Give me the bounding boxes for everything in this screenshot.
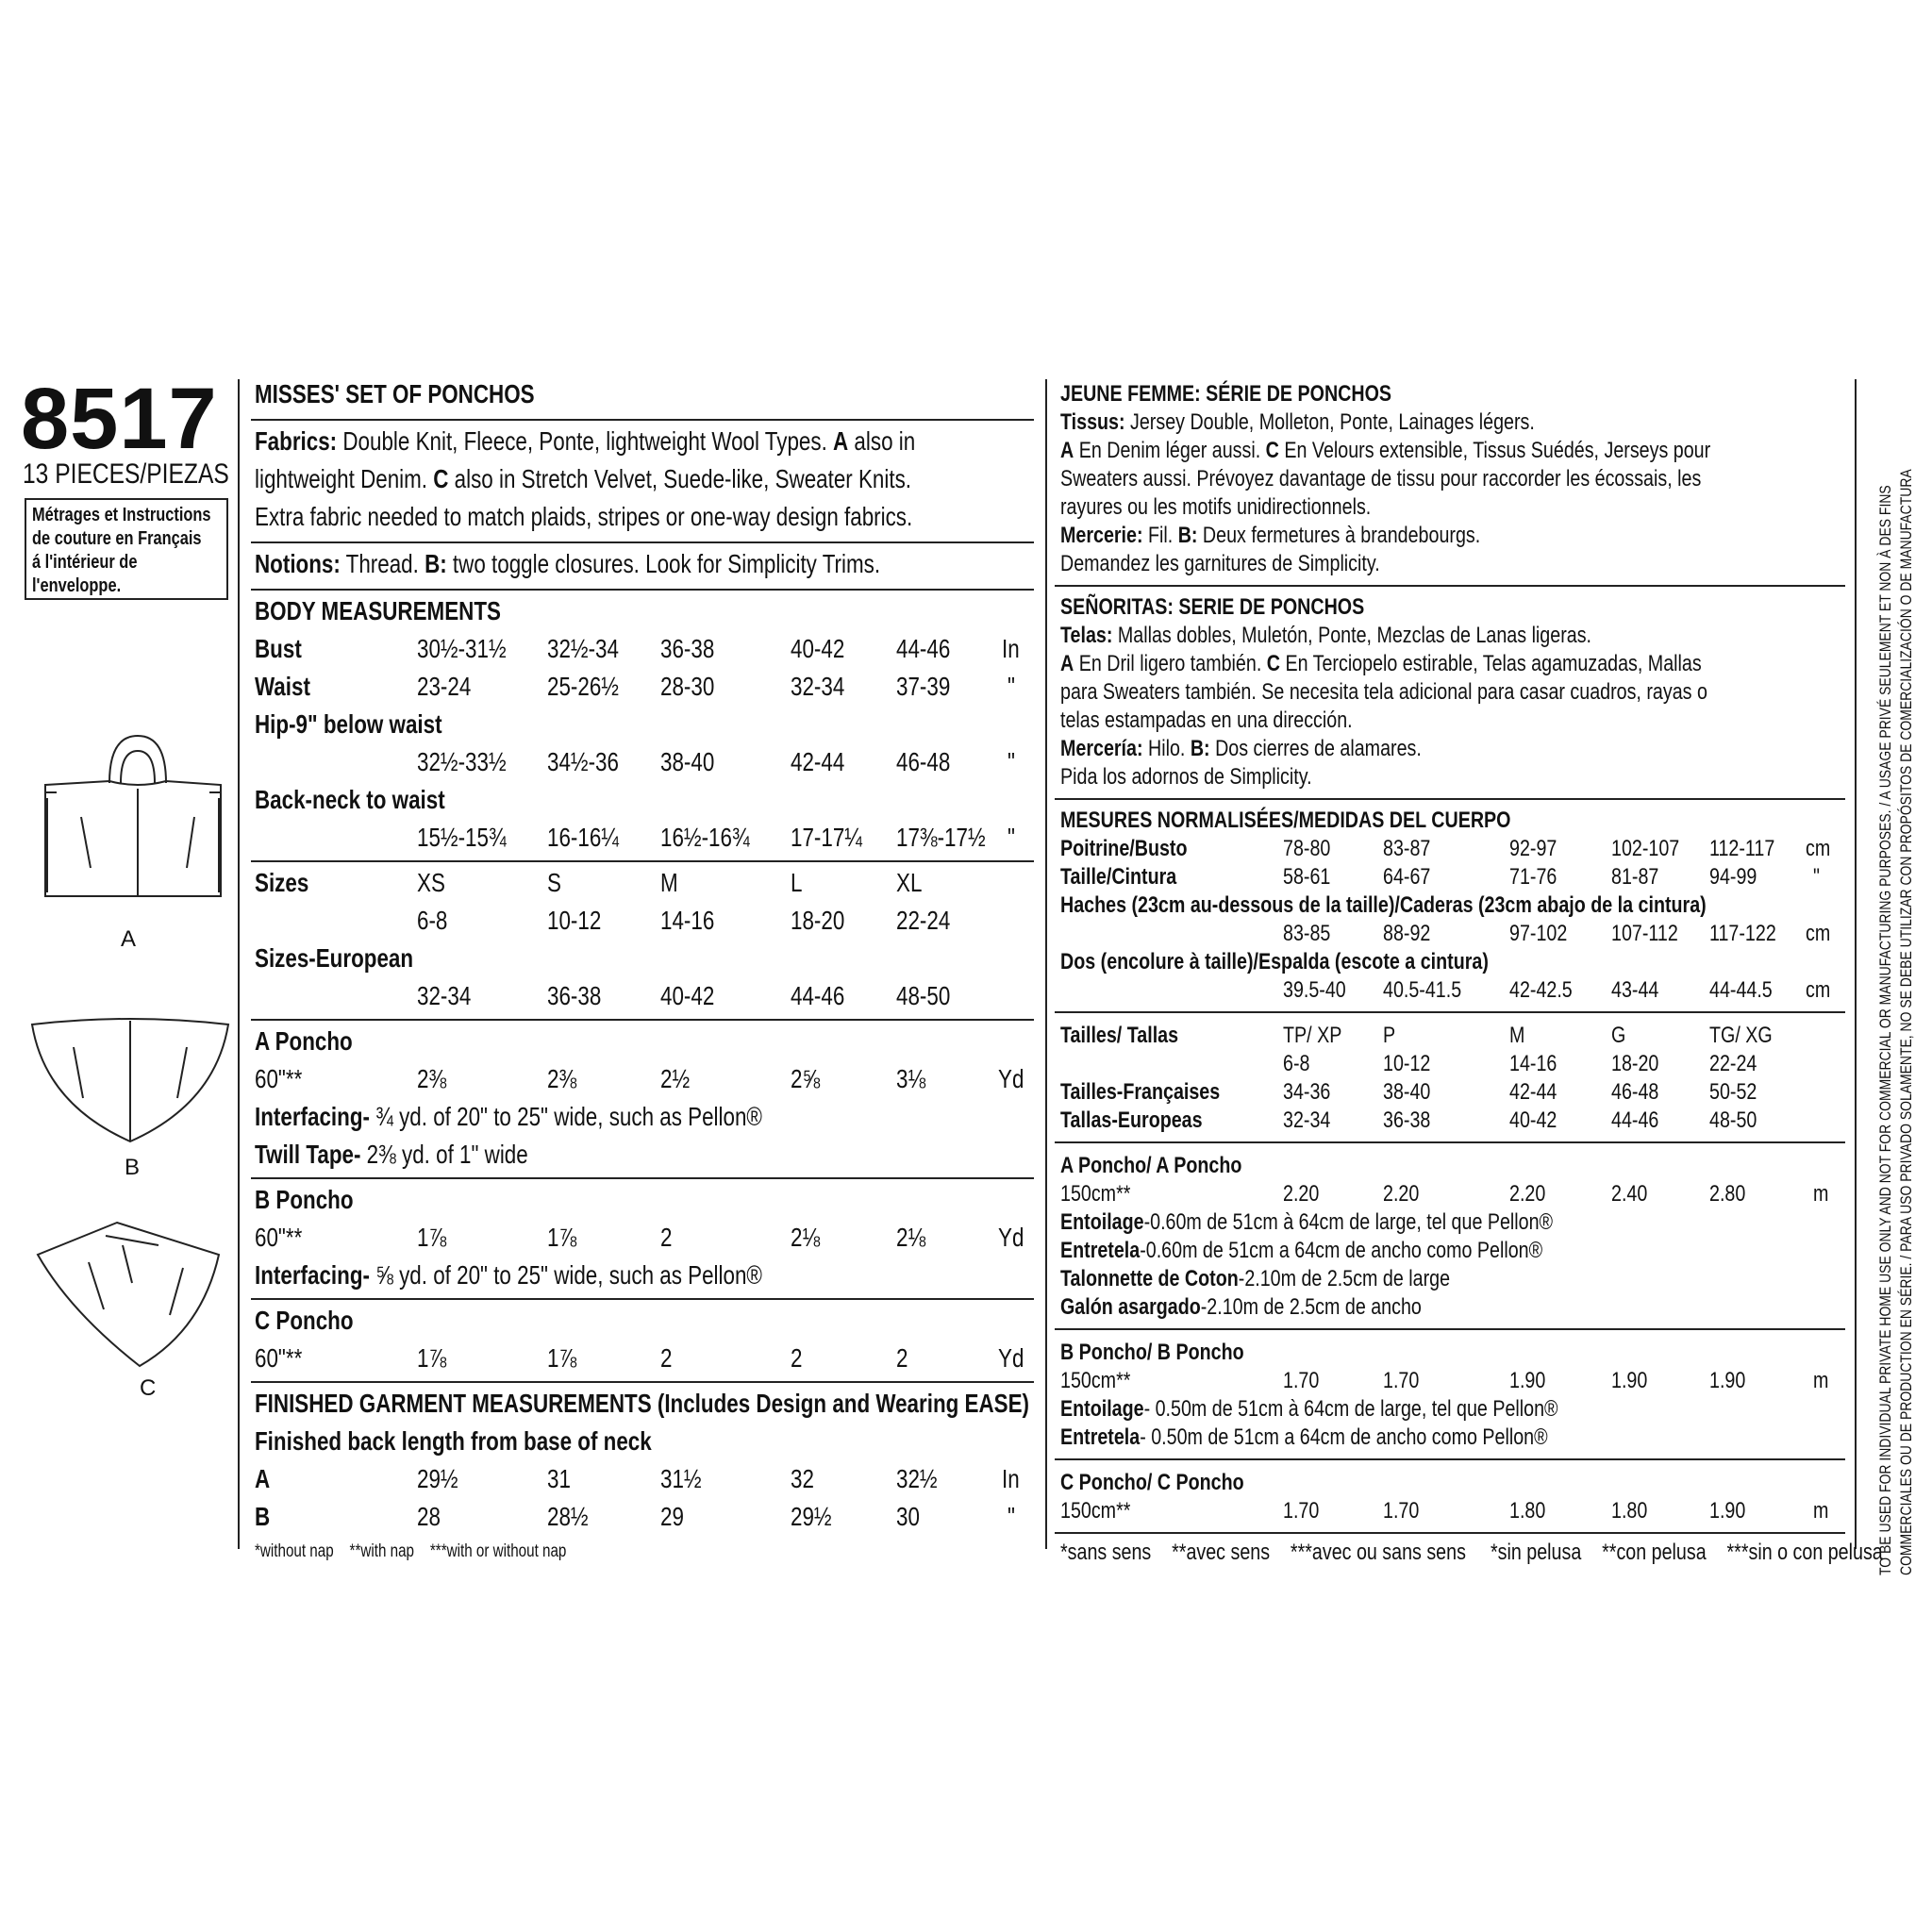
unit: m bbox=[1813, 1181, 1829, 1207]
fabrics-text: also in Stretch Velvet, Suede-like, Sweater Knits. bbox=[448, 464, 911, 493]
usage-notice-line: COMMERCIALES OU DE PRODUCTION EN SÉRIE. / PARA USO PRIVADO SOLAMENTE, NO SE DEBE UTILIZAR CON PROPÓSITOS DE COMERCIALIZACIÓN O DE MANUFACTURA bbox=[1897, 469, 1915, 1575]
cell: 81-87 bbox=[1611, 864, 1659, 890]
fabric-width: 60"** bbox=[255, 1223, 303, 1252]
view-ref: C bbox=[433, 464, 449, 493]
fabric-width: 150cm** bbox=[1060, 1368, 1131, 1393]
view-ref: B: bbox=[1177, 523, 1198, 548]
section-rule bbox=[1055, 1532, 1845, 1534]
cell: 40-42 bbox=[791, 634, 845, 663]
cell: 112-117 bbox=[1709, 836, 1775, 861]
column-divider bbox=[238, 379, 240, 1549]
hips-label: Haches (23cm au-dessous de la taille)/Caderas (23cm abajo de la cintura) bbox=[1060, 892, 1707, 918]
pieces-count: 13 PIECES/PIEZAS bbox=[23, 458, 229, 490]
cell: 83-87 bbox=[1383, 836, 1431, 861]
french-text: En Denim léger aussi. bbox=[1074, 438, 1266, 463]
cell: 102-107 bbox=[1611, 836, 1680, 861]
section-rule bbox=[251, 1381, 1034, 1383]
cell: 43-44 bbox=[1611, 977, 1659, 1003]
cell: 39.5-40 bbox=[1283, 977, 1346, 1003]
spanish-text: En Terciopelo estirable, Telas agamuzadas, Mallas bbox=[1279, 651, 1702, 676]
notion-line bbox=[1060, 1396, 1558, 1423]
fabrics-text: lightweight Denim. bbox=[255, 464, 434, 493]
c-poncho-label: C Poncho bbox=[255, 1306, 354, 1335]
fabrics-line-1 bbox=[255, 426, 915, 457]
notions-line bbox=[255, 549, 880, 579]
cell: 32½-33½ bbox=[417, 747, 507, 776]
yardage: 2⅜ bbox=[417, 1064, 447, 1093]
cell: 44-44.5 bbox=[1709, 977, 1773, 1003]
unit: Yd bbox=[998, 1223, 1024, 1252]
b-poncho-label: B Poncho bbox=[255, 1185, 354, 1214]
footnote-english: *without nap **with nap ***with or without nap bbox=[255, 1541, 567, 1561]
notion-label: Entoilage bbox=[1060, 1396, 1144, 1422]
view-ref: C bbox=[1266, 651, 1280, 676]
notion-line bbox=[1060, 1238, 1542, 1264]
notions-label: Notions: bbox=[255, 549, 341, 578]
cell: 34½-36 bbox=[547, 747, 619, 776]
yardage: 2 bbox=[660, 1223, 673, 1252]
notion-label: Entretela bbox=[1060, 1238, 1141, 1263]
section-rule bbox=[251, 1019, 1034, 1021]
notions-text: two toggle closures. Look for Simplicity Trims. bbox=[446, 549, 881, 578]
spanish-merceria-line bbox=[1060, 736, 1422, 762]
yardage: 2 bbox=[896, 1343, 908, 1373]
size-letter: M bbox=[660, 868, 678, 897]
french-line: rayures ou les motifs unidirectionnels. bbox=[1060, 494, 1372, 520]
meterage: 2.20 bbox=[1383, 1181, 1420, 1207]
cell: 36-38 bbox=[660, 634, 715, 663]
cell: 58-61 bbox=[1283, 864, 1331, 890]
view-ref: B: bbox=[1190, 736, 1210, 761]
interfacing-text: ⅝ yd. of 20" to 25" wide, such as Pellon® bbox=[369, 1260, 762, 1290]
unit: cm bbox=[1806, 921, 1831, 946]
mercerie-text: Deux fermetures à brandebourgs. bbox=[1197, 523, 1481, 548]
metric-c-poncho-label: C Poncho/ C Poncho bbox=[1060, 1470, 1244, 1495]
telas-label: Telas: bbox=[1060, 623, 1113, 648]
cell: 88-92 bbox=[1383, 921, 1431, 946]
notion-text: -2.10m de 2.5cm de large bbox=[1238, 1266, 1451, 1291]
size-fr: 42-44 bbox=[1509, 1079, 1557, 1105]
size-number: 6-8 bbox=[1283, 1051, 1310, 1076]
cell: 29½ bbox=[791, 1502, 832, 1531]
view-ref: A bbox=[1060, 651, 1074, 676]
yardage: 2⅛ bbox=[791, 1223, 821, 1252]
meterage: 1.90 bbox=[1709, 1498, 1746, 1524]
size-fr: 38-40 bbox=[1383, 1079, 1431, 1105]
cell: 117-122 bbox=[1709, 921, 1776, 946]
row-label: Taille/Cintura bbox=[1060, 864, 1177, 890]
meterage: 2.40 bbox=[1611, 1181, 1648, 1207]
french-line bbox=[1060, 438, 1710, 464]
meterage: 1.90 bbox=[1709, 1368, 1746, 1393]
fabrics-label: Fabrics: bbox=[255, 426, 338, 456]
size-number: 18-20 bbox=[791, 906, 845, 935]
size-euro: 36-38 bbox=[547, 981, 602, 1010]
english-title: MISSES' SET OF PONCHOS bbox=[255, 379, 535, 408]
row-label: A bbox=[255, 1464, 271, 1493]
unit: In bbox=[1002, 634, 1020, 663]
cell: 32-34 bbox=[791, 672, 845, 701]
size-number: 14-16 bbox=[1509, 1051, 1557, 1076]
cell: 37-39 bbox=[896, 672, 951, 701]
notion-label: Entoilage bbox=[1060, 1209, 1144, 1235]
cell: 107-112 bbox=[1611, 921, 1678, 946]
row-label: Waist bbox=[255, 672, 310, 701]
size-euro: 40-42 bbox=[660, 981, 715, 1010]
interfacing-label: Interfacing- bbox=[255, 1260, 370, 1290]
metric-a-poncho-label: A Poncho/ A Poncho bbox=[1060, 1153, 1242, 1178]
french-line: Sweaters aussi. Prévoyez davantage de tissu pour raccorder les écossais, les bbox=[1060, 466, 1702, 491]
pattern-number: 8517 bbox=[21, 371, 218, 467]
footnote-french: *sans sens **avec sens ***avec ou sans sens bbox=[1060, 1540, 1466, 1565]
meterage: 1.90 bbox=[1611, 1368, 1648, 1393]
notion-label: Galón asargado bbox=[1060, 1294, 1201, 1320]
fabric-width: 60"** bbox=[255, 1064, 303, 1093]
yardage: 2⅜ bbox=[547, 1064, 577, 1093]
french-note-line: de couture en Français bbox=[32, 528, 202, 549]
spanish-line: Pida los adornos de Simplicity. bbox=[1060, 764, 1312, 790]
view-ref: C bbox=[1265, 438, 1279, 463]
usage-notice-line: TO BE USED FOR INDIVIDUAL PRIVATE HOME USE ONLY AND NOT FOR COMMERCIAL OR MANUFACTURING PURPOSES. / A USAGE PRIVÉ SEULEMENT ET NON À DES FINS bbox=[1876, 485, 1894, 1575]
size-letter: XS bbox=[417, 868, 445, 897]
unit: cm bbox=[1806, 977, 1831, 1003]
cell: 97-102 bbox=[1509, 921, 1568, 946]
spanish-line: telas estampadas en una dirección. bbox=[1060, 708, 1353, 733]
yardage: 2½ bbox=[660, 1064, 691, 1093]
cell: 83-85 bbox=[1283, 921, 1331, 946]
notion-text: - 0.50m de 51cm à 64cm de large, tel que Pellon® bbox=[1143, 1396, 1558, 1422]
french-instructions-note bbox=[25, 498, 228, 600]
cell: 32½ bbox=[896, 1464, 938, 1493]
cell: 64-67 bbox=[1383, 864, 1431, 890]
meterage: 1.70 bbox=[1383, 1498, 1420, 1524]
cell: 94-99 bbox=[1709, 864, 1757, 890]
section-rule bbox=[1055, 1458, 1845, 1460]
spanish-title: SEÑORITAS: SERIE DE PONCHOS bbox=[1060, 594, 1365, 620]
size-letter: S bbox=[547, 868, 561, 897]
merceria-label: Mercería: bbox=[1060, 736, 1143, 761]
size-number: 10-12 bbox=[547, 906, 602, 935]
cell: 29 bbox=[660, 1502, 684, 1531]
meterage: 1.80 bbox=[1509, 1498, 1546, 1524]
yardage: 1⅞ bbox=[547, 1343, 577, 1373]
cell: 40.5-41.5 bbox=[1383, 977, 1462, 1003]
size-fr: 34-36 bbox=[1283, 1079, 1331, 1105]
fabric-width: 150cm** bbox=[1060, 1181, 1131, 1207]
notion-line bbox=[1060, 1266, 1450, 1292]
view-a-drawing bbox=[34, 726, 232, 924]
meterage: 1.70 bbox=[1283, 1368, 1320, 1393]
fabric-width: 60"** bbox=[255, 1343, 303, 1373]
view-label-a: A bbox=[121, 926, 137, 952]
section-rule bbox=[251, 1298, 1034, 1300]
size-letter: XL bbox=[896, 868, 923, 897]
a-poncho-label: A Poncho bbox=[255, 1026, 353, 1056]
tissus-text: Jersey Double, Molleton, Ponte, Lainages légers. bbox=[1124, 409, 1535, 435]
section-rule bbox=[1055, 585, 1845, 587]
sizes-euro-label: Sizes-European bbox=[255, 943, 414, 973]
size-letter: M bbox=[1509, 1023, 1525, 1048]
size-eu: 40-42 bbox=[1509, 1108, 1557, 1133]
mercerie-text: Fil. bbox=[1142, 523, 1178, 548]
section-rule bbox=[1055, 1011, 1845, 1013]
cell: 23-24 bbox=[417, 672, 472, 701]
size-number: 22-24 bbox=[896, 906, 951, 935]
size-eu: 44-46 bbox=[1611, 1108, 1659, 1133]
view-b-drawing bbox=[26, 1009, 234, 1151]
meterage: 1.70 bbox=[1283, 1498, 1320, 1524]
cell: 28-30 bbox=[660, 672, 715, 701]
size-number: 18-20 bbox=[1611, 1051, 1659, 1076]
twill-tape-line bbox=[255, 1140, 528, 1170]
notion-label: Entretela bbox=[1060, 1424, 1141, 1450]
section-rule bbox=[251, 1177, 1034, 1179]
meterage: 1.90 bbox=[1509, 1368, 1546, 1393]
section-rule bbox=[251, 419, 1034, 421]
back-label: Dos (encolure à taille)/Espalda (escote a cintura) bbox=[1060, 949, 1489, 974]
cell: 16½-16¾ bbox=[660, 823, 750, 852]
fabrics-line-2 bbox=[255, 464, 911, 494]
footnote-spanish: *sin pelusa **con pelusa ***sin o con pelusa bbox=[1491, 1540, 1883, 1565]
size-number: 10-12 bbox=[1383, 1051, 1431, 1076]
size-letter: P bbox=[1383, 1023, 1396, 1048]
cell: 28 bbox=[417, 1502, 441, 1531]
notion-text: -2.10m de 2.5cm de ancho bbox=[1200, 1294, 1422, 1320]
spanish-line: para Sweaters también. Se necesita tela adicional para casar cuadros, rayas o bbox=[1060, 679, 1707, 705]
notion-line bbox=[1060, 1424, 1548, 1451]
cell: 31½ bbox=[660, 1464, 702, 1493]
french-tissus-line bbox=[1060, 409, 1535, 436]
tailles-label: Tailles/ Tallas bbox=[1060, 1023, 1179, 1048]
size-eu: 32-34 bbox=[1283, 1108, 1331, 1133]
mercerie-label: Mercerie: bbox=[1060, 523, 1143, 548]
section-rule bbox=[1055, 1141, 1845, 1143]
notion-line bbox=[1060, 1294, 1422, 1321]
size-fr: 46-48 bbox=[1611, 1079, 1659, 1105]
view-label-b: B bbox=[125, 1155, 141, 1180]
sizes-label: Sizes bbox=[255, 868, 309, 897]
section-rule bbox=[1055, 1328, 1845, 1330]
spanish-line bbox=[1060, 651, 1702, 677]
notion-text: -0.60m de 51cm a 64cm de ancho como Pellon® bbox=[1140, 1238, 1543, 1263]
unit: Yd bbox=[998, 1343, 1024, 1373]
cell: 31 bbox=[547, 1464, 571, 1493]
cell: 71-76 bbox=[1509, 864, 1557, 890]
yardage: 3⅛ bbox=[896, 1064, 926, 1093]
unit: " bbox=[1008, 1502, 1015, 1531]
notion-text: -0.60m de 51cm à 64cm de large, tel que Pellon® bbox=[1143, 1209, 1554, 1235]
fabrics-line-3: Extra fabric needed to match plaids, stripes or one-way design fabrics. bbox=[255, 502, 913, 531]
unit: " bbox=[1813, 864, 1820, 890]
cell: 17-17¼ bbox=[791, 823, 862, 852]
cell: 32 bbox=[791, 1464, 814, 1493]
cell: 28½ bbox=[547, 1502, 589, 1531]
spanish-telas-line bbox=[1060, 623, 1591, 649]
notion-line bbox=[1060, 1209, 1553, 1236]
cell: 42-42.5 bbox=[1509, 977, 1573, 1003]
size-eu: 36-38 bbox=[1383, 1108, 1431, 1133]
tailles-fr-label: Tailles-Françaises bbox=[1060, 1079, 1221, 1105]
fabrics-text: also in bbox=[848, 426, 916, 456]
unit: m bbox=[1813, 1498, 1829, 1524]
size-euro: 48-50 bbox=[896, 981, 951, 1010]
spanish-text: En Dril ligero también. bbox=[1074, 651, 1267, 676]
meterage: 2.20 bbox=[1283, 1181, 1320, 1207]
size-euro: 32-34 bbox=[417, 981, 472, 1010]
cell: 30½-31½ bbox=[417, 634, 507, 663]
size-letter: L bbox=[791, 868, 803, 897]
cell: 15½-15¾ bbox=[417, 823, 507, 852]
unit: Yd bbox=[998, 1064, 1024, 1093]
twill-tape-text: 2⅜ yd. of 1" wide bbox=[360, 1140, 528, 1169]
cell: 44-46 bbox=[896, 634, 951, 663]
yardage: 2⅝ bbox=[791, 1064, 821, 1093]
cell: 92-97 bbox=[1509, 836, 1557, 861]
yardage: 1⅞ bbox=[417, 1223, 447, 1252]
yardage: 2 bbox=[791, 1343, 803, 1373]
yardage: 1⅞ bbox=[417, 1343, 447, 1373]
notions-text: Thread. bbox=[340, 549, 425, 578]
cell: 42-44 bbox=[791, 747, 845, 776]
row-label: Bust bbox=[255, 634, 302, 663]
row-label: Back-neck to waist bbox=[255, 785, 445, 814]
finished-subheading: Finished back length from base of neck bbox=[255, 1426, 652, 1456]
french-line: Demandez les garnitures de Simplicity. bbox=[1060, 551, 1380, 576]
cell: 32½-34 bbox=[547, 634, 619, 663]
interfacing-text: ¾ yd. of 20" to 25" wide, such as Pellon® bbox=[369, 1102, 762, 1131]
cell: 29½ bbox=[417, 1464, 458, 1493]
cell: 30 bbox=[896, 1502, 920, 1531]
tissus-label: Tissus: bbox=[1060, 409, 1125, 435]
interfacing-line bbox=[255, 1260, 762, 1291]
yardage: 2 bbox=[660, 1343, 673, 1373]
view-ref: B: bbox=[425, 549, 447, 578]
french-note-line: Métrages et Instructions bbox=[32, 505, 211, 525]
section-rule bbox=[251, 589, 1034, 591]
yardage: 2⅛ bbox=[896, 1223, 926, 1252]
unit: " bbox=[1008, 823, 1015, 852]
yardage: 1⅞ bbox=[547, 1223, 577, 1252]
size-letter: TP/ XP bbox=[1283, 1023, 1342, 1048]
cell: 46-48 bbox=[896, 747, 951, 776]
size-number: 6-8 bbox=[417, 906, 448, 935]
unit: " bbox=[1008, 747, 1015, 776]
view-ref: A bbox=[833, 426, 849, 456]
row-label: Hip-9" below waist bbox=[255, 709, 442, 739]
tallas-eu-label: Tallas-Europeas bbox=[1060, 1108, 1203, 1133]
notion-text: - 0.50m de 51cm a 64cm de ancho como Pellon® bbox=[1140, 1424, 1548, 1450]
size-letter: G bbox=[1611, 1023, 1626, 1048]
twill-tape-label: Twill Tape- bbox=[255, 1140, 361, 1169]
unit: cm bbox=[1806, 836, 1831, 861]
french-note-line: l'enveloppe. bbox=[32, 575, 122, 596]
view-ref: A bbox=[1060, 438, 1074, 463]
finished-heading: FINISHED GARMENT MEASUREMENTS (Includes Design and Wearing EASE) bbox=[255, 1389, 1030, 1418]
cell: 16-16¼ bbox=[547, 823, 619, 852]
cell: 25-26½ bbox=[547, 672, 619, 701]
interfacing-line bbox=[255, 1102, 762, 1132]
merceria-text: Hilo. bbox=[1142, 736, 1191, 761]
metric-b-poncho-label: B Poncho/ B Poncho bbox=[1060, 1340, 1244, 1365]
french-title: JEUNE FEMME: SÉRIE DE PONCHOS bbox=[1060, 381, 1392, 407]
section-rule bbox=[1055, 798, 1845, 800]
unit: m bbox=[1813, 1368, 1829, 1393]
view-label-c: C bbox=[140, 1375, 157, 1401]
cell: 17⅜-17½ bbox=[896, 823, 986, 852]
usage-notice bbox=[1875, 226, 1917, 1575]
row-label: Poitrine/Busto bbox=[1060, 836, 1188, 861]
french-mercerie-line bbox=[1060, 523, 1480, 549]
size-number: 14-16 bbox=[660, 906, 715, 935]
meterage: 1.80 bbox=[1611, 1498, 1648, 1524]
notion-label: Talonnette de Coton bbox=[1060, 1266, 1239, 1291]
column-divider bbox=[1855, 379, 1857, 1549]
cell: 38-40 bbox=[660, 747, 715, 776]
column-divider bbox=[1045, 379, 1047, 1549]
size-number: 22-24 bbox=[1709, 1051, 1757, 1076]
unit: " bbox=[1008, 672, 1015, 701]
metric-heading: MESURES NORMALISÉES/MEDIDAS DEL CUERPO bbox=[1060, 808, 1511, 833]
meterage: 2.80 bbox=[1709, 1181, 1746, 1207]
interfacing-label: Interfacing- bbox=[255, 1102, 370, 1131]
french-note-line: á l'intérieur de bbox=[32, 552, 138, 573]
section-rule bbox=[251, 541, 1034, 543]
body-measurements-heading: BODY MEASUREMENTS bbox=[255, 596, 501, 625]
fabrics-text: Double Knit, Fleece, Ponte, lightweight Wool Types. bbox=[337, 426, 834, 456]
french-text: En Velours extensible, Tissus Suédés, Jerseys pour bbox=[1278, 438, 1711, 463]
size-eu: 48-50 bbox=[1709, 1108, 1757, 1133]
size-letter: TG/ XG bbox=[1709, 1023, 1773, 1048]
telas-text: Mallas dobles, Muletón, Ponte, Mezclas de Lanas ligeras. bbox=[1112, 623, 1592, 648]
meterage: 1.70 bbox=[1383, 1368, 1420, 1393]
row-label: B bbox=[255, 1502, 271, 1531]
unit: In bbox=[1002, 1464, 1020, 1493]
section-rule bbox=[251, 860, 1034, 862]
fabric-width: 150cm** bbox=[1060, 1498, 1131, 1524]
size-euro: 44-46 bbox=[791, 981, 845, 1010]
meterage: 2.20 bbox=[1509, 1181, 1546, 1207]
merceria-text: Dos cierres de alamares. bbox=[1209, 736, 1422, 761]
view-c-drawing bbox=[32, 1217, 230, 1377]
size-fr: 50-52 bbox=[1709, 1079, 1757, 1105]
cell: 78-80 bbox=[1283, 836, 1331, 861]
